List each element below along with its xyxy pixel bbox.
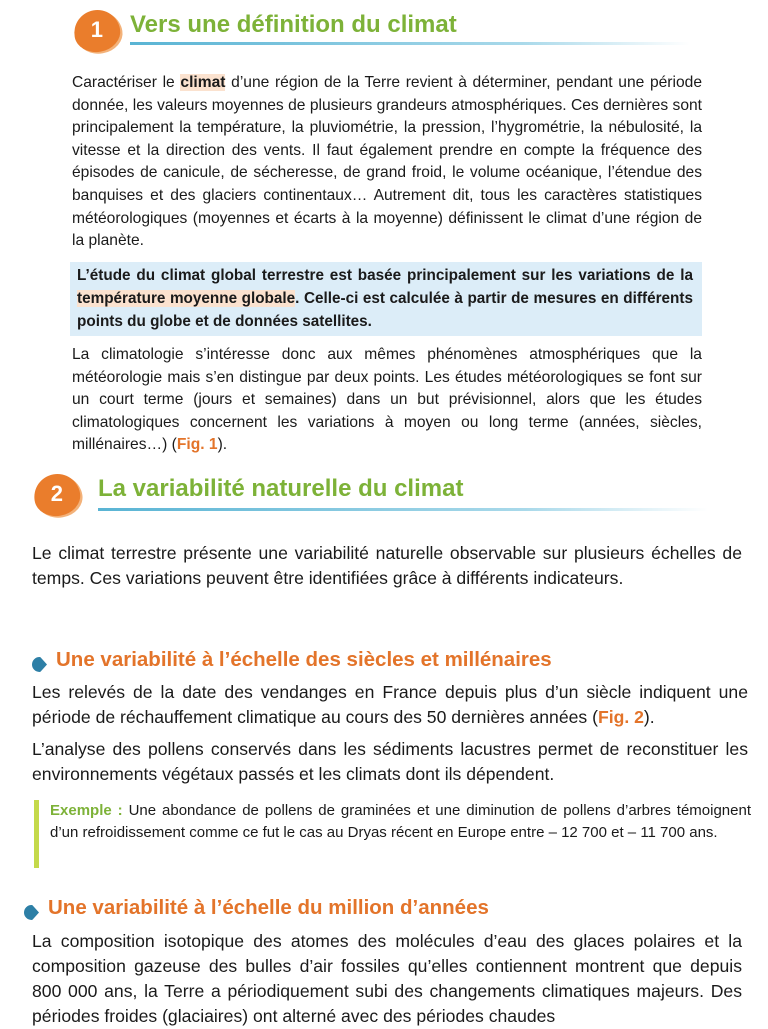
section-title: Vers une définition du climat: [130, 11, 457, 38]
example-text: [39, 800, 751, 845]
subsection-title: Une variabilité à l’échelle des siècles et millénaires: [56, 648, 552, 671]
text-run: . Celle-ci est calculée à partir de mesures en différents points du globe et de données satellites.: [77, 289, 693, 330]
paragraph: [32, 680, 748, 730]
key-concept-box: [70, 262, 702, 336]
section-number: 2: [50, 481, 63, 507]
key-concept-text: [77, 265, 693, 333]
paragraph: Le climat terrestre présente une variabilité naturelle observable sur plusieurs échelles de temps. Ces variations peuvent être identifiées grâce à différents indicateurs.: [32, 543, 742, 588]
paragraph: L’analyse des pollens conservés dans les sédiments lacustres permet de reconstituer les environnements végétaux passés et les climats dont ils dépendent.: [32, 739, 748, 784]
bullet-arrow-icon: [24, 905, 39, 920]
text-run: ).: [217, 436, 228, 454]
text-run: d’une région de la Terre revient à déterminer, pendant une période donnée, les valeurs moyennes de plusieurs grandeurs atmosphériques. Ces dernières sont principalement la température, la pluviométrie, la pression, l’hygrométrie, la nébulosité, la vitesse et la direction des vents. Il faut également prendre en compte la fréquence des épisodes de canicule, de sécheresse, de grand froid, le volume océanique, l’étendue des banquises et des glaciers continentaux… Autrement dit, tous les caractères statistiques météorologiques (moyennes et écarts à la moyenne) définissent le climat d’une région de la planète.: [72, 74, 702, 250]
figure-reference-link[interactable]: Fig. 1: [176, 436, 218, 454]
text-run: Une abondance de pollens de graminées et une diminution de pollens d’arbres témoignent d’un refroidissement comme ce fut le cas au Dryas récent en Europe entre – 12 700 et – 11 700 ans.: [50, 802, 751, 842]
section-number-badge: [31, 470, 84, 519]
figure-reference-link[interactable]: Fig. 2: [597, 707, 644, 727]
section-number-badge: [71, 6, 124, 55]
section-title: La variabilité naturelle du climat: [98, 475, 464, 502]
highlight-term: température moyenne globale: [77, 289, 296, 307]
section-rule: [130, 42, 690, 45]
section-number: 1: [90, 17, 103, 43]
text-run: L’étude du climat global terrestre est basée principalement sur les variations de la: [77, 267, 693, 284]
section-rule: [98, 508, 708, 511]
paragraph: La composition isotopique des atomes des molécules d’eau des glaces polaires et la composition gazeuse des bulles d’air fossiles qu’elles contiennent montrent que depuis 800 000 ans, la Terre a périodiquement subi des changements climatiques majeurs. Des périodes froides (glaciaires) ont alterné avec des périodes chaudes: [32, 931, 742, 1026]
paragraph: [72, 344, 702, 457]
text-run: Les relevés de la date des vendanges en France depuis plus d’un siècle indiquent une période de réchauffement climatique au cours des 50 dernières années (: [32, 682, 748, 727]
subsection-title: Une variabilité à l’échelle du million d’années: [48, 896, 489, 919]
example-label: Exemple :: [50, 802, 123, 819]
text-run: La climatologie s’intéresse donc aux mêmes phénomènes atmosphériques que la météorologie mais s’en distingue par deux points. Les études météorologiques se font sur un court terme (jours et semaines) dans un but prévisionnel, alors que les études climatologiques concernent les variations à moyen ou long terme (années, siècles, millénaires…) (: [72, 346, 702, 454]
text-run: Caractériser le: [72, 74, 181, 91]
bullet-arrow-icon: [32, 657, 47, 672]
text-run: ).: [643, 707, 655, 727]
paragraph: [72, 72, 702, 253]
example-box: [34, 800, 751, 868]
highlight-term: climat: [180, 74, 226, 91]
